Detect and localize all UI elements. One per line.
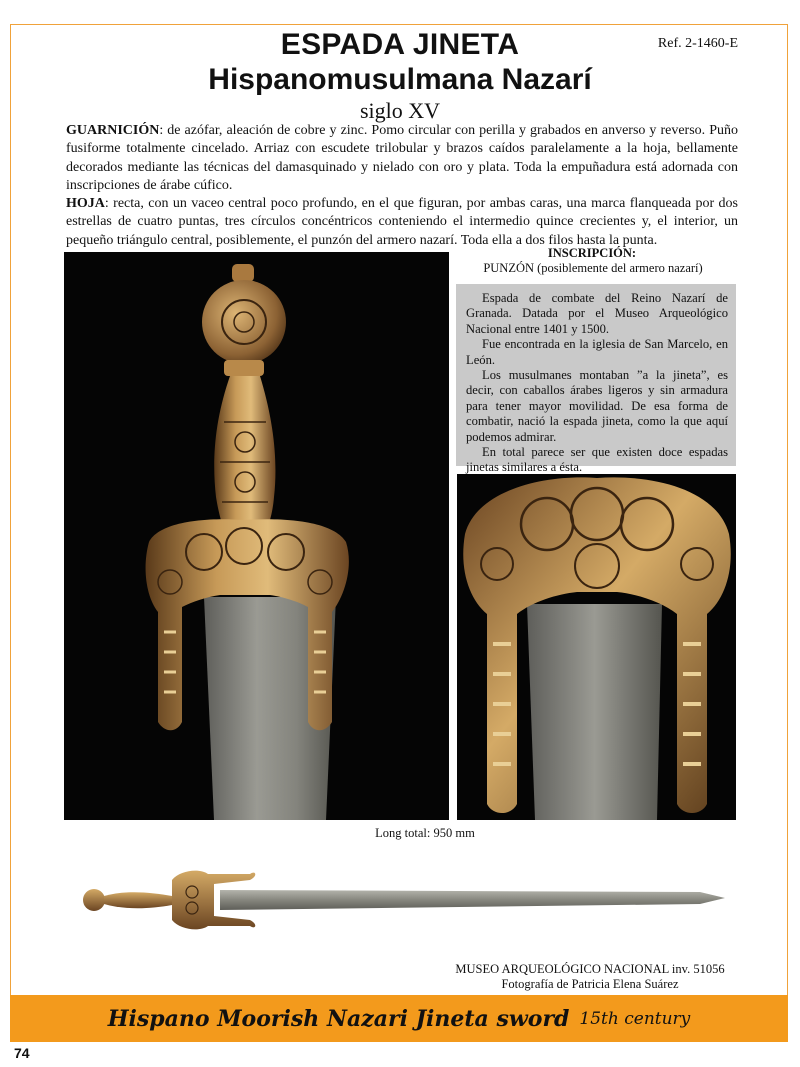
english-title-banner xyxy=(10,995,788,1042)
guarnicion-paragraph xyxy=(66,122,738,195)
history-paragraph: Espada de combate del Reino Nazarí de Granada. Datada por el Museo Arqueológico Nacional entre 1401 y 1500. xyxy=(466,291,728,336)
total-length: Long total: 950 mm xyxy=(375,826,475,840)
inscription-text: PUNZÓN (posiblemente del armero nazarí) xyxy=(483,261,703,275)
description-text xyxy=(66,122,738,250)
full-grip xyxy=(104,892,172,908)
page-number: 74 xyxy=(14,1045,30,1061)
reference-number: Ref. 2-1460-E xyxy=(657,36,738,51)
history-box xyxy=(456,284,736,475)
hoja-text: : recta, con un vaceo central poco profundo, en el que figuran, por ambas caras, una marca flanqueada por dos estrellas de cuatro puntas, tres círculos concéntricos conteniendo el intermedio quince crecientes y, el interior, un pequeño triángulo central, posiblemente, el punzón del armero nazarí. Toda ella a dos filos hasta la punta. xyxy=(66,196,738,248)
full-sword-photo xyxy=(80,862,730,946)
century-label: siglo XV xyxy=(359,98,441,123)
blade-detail xyxy=(527,604,662,820)
history-paragraph: Fue encontrada en la iglesia de San Marcelo, en León. xyxy=(466,337,728,367)
full-pommel xyxy=(83,889,105,911)
full-blade xyxy=(220,890,725,910)
hilt-illustration xyxy=(64,252,449,820)
guard-detail-illustration xyxy=(457,474,736,820)
hilt-photo xyxy=(64,252,449,820)
english-century: 15th century xyxy=(579,1008,691,1029)
inscription-title: INSCRIPCIÓN: xyxy=(547,246,637,260)
history-paragraph: En total parece ser que existen doce espadas jinetas similares a ésta. xyxy=(466,445,728,475)
guarnicion-text: : de azófar, aleación de cobre y zinc. Pomo circular con perilla y grabados en anverso y reverso. Puño fusiforme totalmente cincelado. Arriaz con escudete trilobular y brazos caídos paralelamente a la hoja, bellamente decorados mediante las técnicas del damasquinado y nielado con oro y plata. Toda la empuñadura está adornada con inscripciones de árabe cúfico. xyxy=(66,123,738,193)
history-paragraph: Los musulmanes montaban ”a la jineta”, es decir, con caballos árabes ligeros y sin armadura para tener mayor movilidad. De esa forma de combatir, nació la espada jineta, como la que aquí podemos admirar. xyxy=(466,368,728,444)
pommel-button xyxy=(232,264,254,282)
hoja-paragraph xyxy=(66,195,738,250)
guarnicion-label: GUARNICIÓN xyxy=(66,123,160,138)
pommel xyxy=(202,280,286,364)
museum-inventory: MUSEO ARQUEOLÓGICO NACIONAL inv. 51056 xyxy=(455,962,725,976)
guard-detail-photo xyxy=(457,474,736,820)
photo-credit: Fotografía de Patricia Elena Suárez xyxy=(501,977,679,991)
hoja-label: HOJA xyxy=(66,196,105,212)
full-sword-illustration xyxy=(80,862,730,946)
page-subtitle: Hispanomusulmana Nazarí xyxy=(208,63,592,96)
page-title: ESPADA JINETA xyxy=(280,28,520,61)
english-title: Hispano Moorish Nazari Jineta sword xyxy=(107,1005,570,1032)
museum-credit xyxy=(440,962,740,992)
